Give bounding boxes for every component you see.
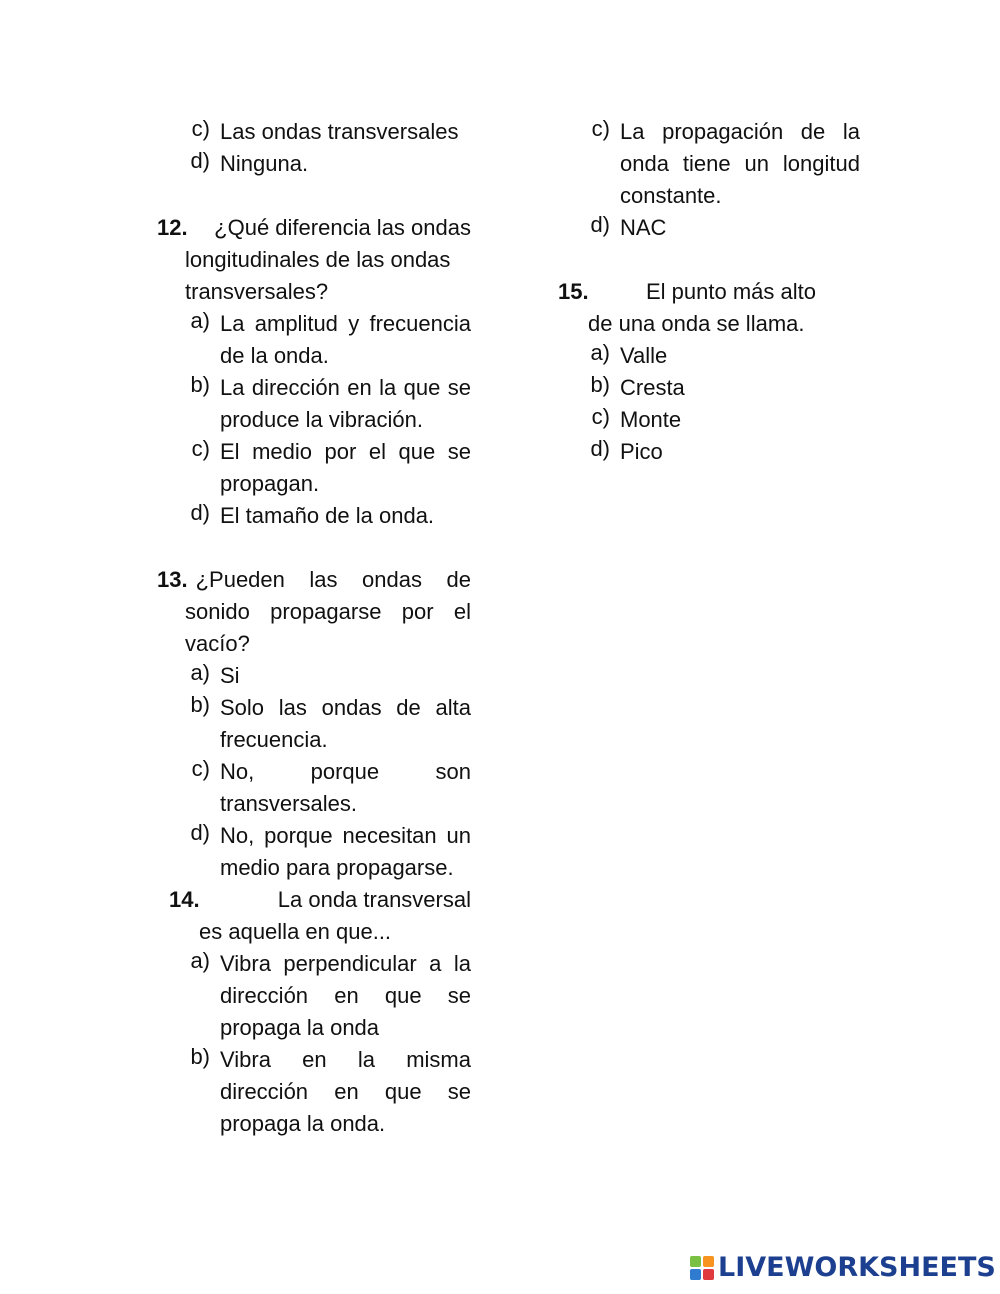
option-letter: d)	[590, 436, 610, 461]
question-text-line: sonido propagarse por el	[185, 599, 471, 624]
option-q15-a[interactable]	[558, 340, 860, 372]
option-letter: a)	[190, 660, 210, 685]
question-12	[157, 212, 471, 532]
question-number: 14.	[169, 887, 200, 912]
option-q13-c[interactable]	[157, 756, 471, 820]
question-text-line: El punto más alto	[646, 279, 816, 304]
option-q12-c[interactable]	[157, 436, 471, 500]
option-text: Ninguna.	[220, 151, 309, 176]
question-number: 13.	[157, 567, 188, 592]
option-text: Pico	[620, 439, 663, 464]
option-q14-b[interactable]	[157, 1044, 471, 1140]
option-letter: c)	[191, 116, 210, 141]
option-q14-a[interactable]	[157, 948, 471, 1044]
option-text: Si	[220, 663, 240, 688]
option-letter: b)	[590, 372, 610, 397]
option-letter: c)	[191, 756, 210, 781]
option-text: El medio por el que se propagan.	[220, 439, 471, 496]
option-text: NAC	[620, 215, 667, 240]
option-letter: a)	[590, 340, 610, 365]
question-15	[558, 276, 860, 468]
option-letter: a)	[190, 948, 210, 973]
question-text-line: La onda transversal	[277, 887, 471, 912]
option-q14-c[interactable]	[558, 116, 860, 212]
option-letter: d)	[190, 148, 210, 173]
option-q11-c[interactable]	[157, 116, 471, 148]
question-13	[157, 564, 471, 884]
option-text: La propagación de la onda tiene un longitud constante.	[620, 119, 860, 208]
liveworksheets-logo[interactable]	[690, 1252, 996, 1283]
option-letter: c)	[191, 436, 210, 461]
question-text-line: longitudinales de las ondas	[185, 247, 451, 272]
right-column	[558, 116, 860, 468]
option-q15-c[interactable]	[558, 404, 860, 436]
option-text: Cresta	[620, 375, 685, 400]
option-text: Las ondas transversales	[220, 119, 459, 144]
option-text: La amplitud y frecuencia de la onda.	[220, 311, 471, 368]
option-letter: c)	[591, 404, 610, 429]
question-text-line: de una onda se llama.	[588, 311, 805, 336]
logo-tile-e-icon	[703, 1269, 714, 1280]
option-q13-d[interactable]	[157, 820, 471, 884]
logo-tile-i-icon	[703, 1256, 714, 1267]
option-q11-d[interactable]	[157, 148, 471, 180]
question-number: 12.	[157, 215, 188, 240]
question-text-line: vacío?	[185, 631, 250, 656]
option-letter: b)	[190, 692, 210, 717]
option-text: Solo las ondas de alta frecuencia.	[220, 695, 471, 752]
option-text: Vibra perpendicular a la dirección en que se propaga la onda	[220, 951, 471, 1040]
option-q13-a[interactable]	[157, 660, 471, 692]
option-q12-d[interactable]	[157, 500, 471, 532]
option-letter: d)	[190, 820, 210, 845]
option-letter: c)	[591, 116, 610, 141]
question-text-line: es aquella en que...	[199, 919, 392, 944]
question-text-line: ¿Pueden las ondas de	[195, 567, 471, 592]
option-text: No, porque necesitan un medio para propagarse.	[220, 823, 471, 880]
option-letter: d)	[590, 212, 610, 237]
question-number: 15.	[558, 279, 589, 304]
option-letter: b)	[190, 372, 210, 397]
option-letter: a)	[190, 308, 210, 333]
option-letter: d)	[190, 500, 210, 525]
option-text: No, porque son transversales.	[220, 759, 471, 816]
left-column	[157, 116, 471, 1140]
option-text: Monte	[620, 407, 682, 432]
option-text: El tamaño de la onda.	[220, 503, 435, 528]
logo-text: LIVEWORKSHEETS	[718, 1252, 996, 1283]
question-text-line: transversales?	[185, 279, 329, 304]
logo-tile-v-icon	[690, 1269, 701, 1280]
question-text-line: ¿Qué diferencia las ondas	[214, 215, 471, 240]
option-letter: b)	[190, 1044, 210, 1069]
logo-tile-l-icon	[690, 1256, 701, 1267]
option-text: Valle	[620, 343, 668, 368]
option-text: La dirección en la que se produce la vibración.	[220, 375, 471, 432]
option-q15-b[interactable]	[558, 372, 860, 404]
option-q12-a[interactable]	[157, 308, 471, 372]
option-q12-b[interactable]	[157, 372, 471, 436]
question-14	[157, 884, 471, 1140]
liveworksheets-logo-icon	[690, 1256, 714, 1280]
option-q14-d[interactable]	[558, 212, 860, 244]
option-q13-b[interactable]	[157, 692, 471, 756]
option-text: Vibra en la misma dirección en que se propaga la onda.	[220, 1047, 471, 1136]
option-q15-d[interactable]	[558, 436, 860, 468]
